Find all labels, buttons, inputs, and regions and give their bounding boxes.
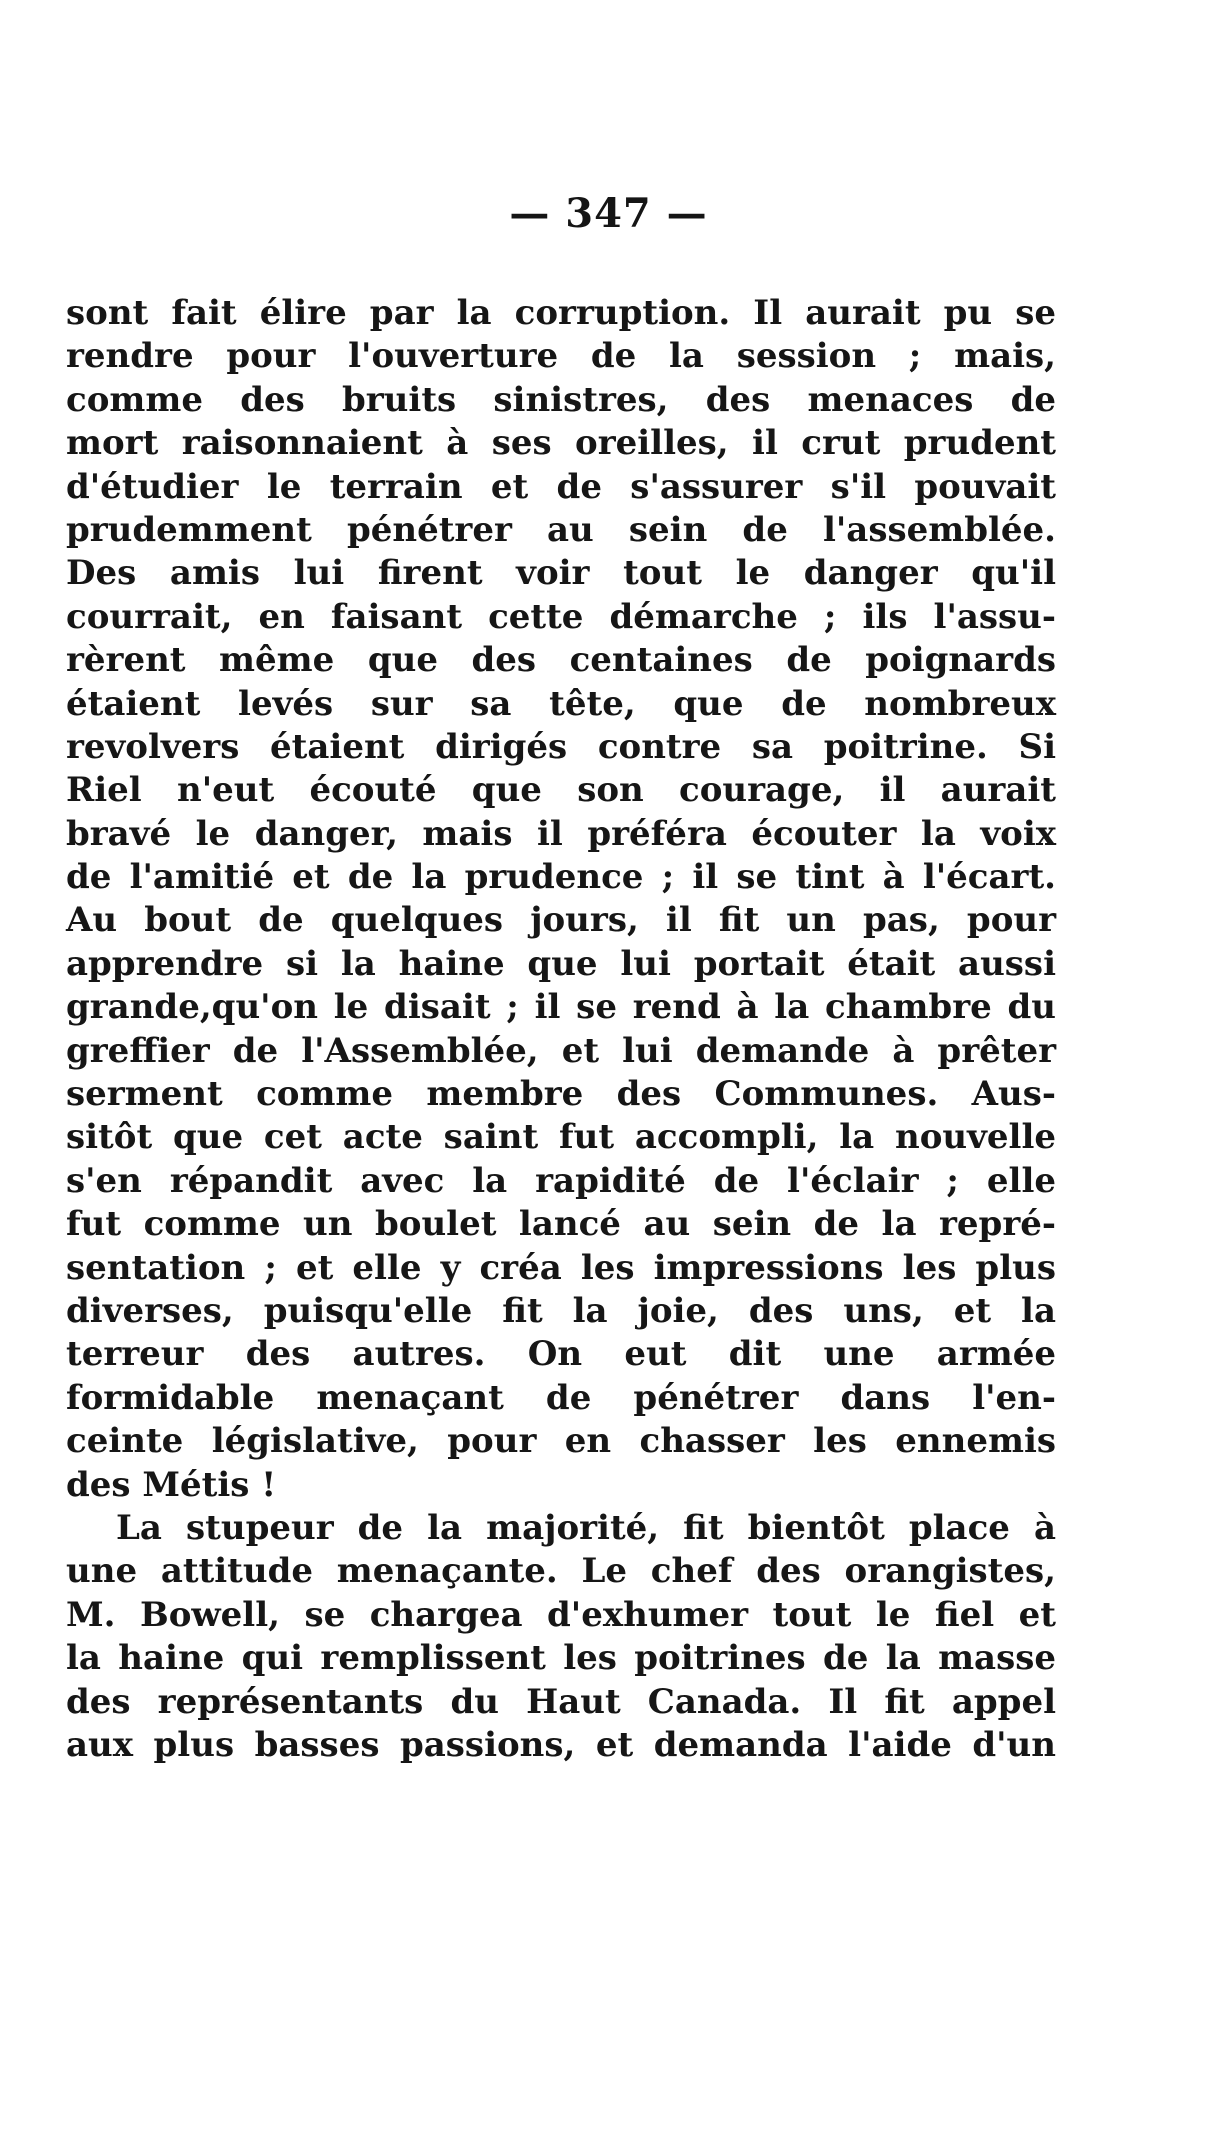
text-line: rèrent même que des centaines de poignards — [66, 640, 1056, 681]
text-line: fut comme un boulet lancé au sein de la repré- — [66, 1204, 1056, 1245]
text-line: greffier de l'Assemblée, et lui demande à prêter — [66, 1030, 1056, 1071]
text-line: prudemment pénétrer au sein de l'assemblée. — [66, 509, 1056, 550]
text-line: s'en répandit avec la rapidité de l'éclair ; elle — [66, 1160, 1056, 1201]
text-line: comme des bruits sinistres, des menaces de — [66, 379, 1056, 420]
text-line: La stupeur de la majorité, fit bientôt place à — [116, 1507, 1056, 1548]
text-line: Riel n'eut écouté que son courage, il aurait — [66, 770, 1056, 811]
text-line: diverses, puisqu'elle fit la joie, des uns, et la — [66, 1290, 1056, 1331]
text-line: apprendre si la haine que lui portait était aussi — [66, 943, 1056, 984]
text-line: rendre pour l'ouverture de la session ; mais, — [66, 336, 1056, 377]
text-line: ceinte législative, pour en chasser les ennemis — [66, 1421, 1056, 1462]
text-line: des représentants du Haut Canada. Il fit appel — [66, 1681, 1056, 1722]
text-line: une attitude menaçante. Le chef des orangistes, — [66, 1551, 1056, 1592]
body-text — [66, 292, 1056, 1767]
text-line: serment comme membre des Communes. Aus- — [66, 1074, 1056, 1115]
text-line: grande,qu'on le disait ; il se rend à la chambre du — [66, 987, 1056, 1028]
text-line: Des amis lui firent voir tout le danger qu'il — [66, 553, 1056, 594]
text-line: des Métis ! — [66, 1464, 277, 1505]
text-line: bravé le danger, mais il préféra écouter la voix — [66, 813, 1056, 854]
text-line: de l'amitié et de la prudence ; il se tint à l'écart. — [66, 857, 1056, 898]
text-line: terreur des autres. On eut dit une armée — [66, 1334, 1056, 1375]
page-number: — 347 — — [509, 190, 708, 237]
text-line: M. Bowell, se chargea d'exhumer tout le fiel et — [66, 1594, 1056, 1635]
text-line: sitôt que cet acte saint fut accompli, la nouvelle — [66, 1117, 1056, 1158]
text-line: sentation ; et elle y créa les impressions les plus — [66, 1247, 1056, 1288]
text-line: aux plus basses passions, et demanda l'aide d'un — [66, 1724, 1056, 1765]
text-line: la haine qui remplissent les poitrines de la masse — [66, 1638, 1056, 1679]
text-line: formidable menaçant de pénétrer dans l'en- — [66, 1377, 1056, 1418]
text-line: étaient levés sur sa tête, que de nombreux — [66, 683, 1056, 724]
text-line: courrait, en faisant cette démarche ; ils l'assu- — [66, 596, 1056, 637]
text-line: mort raisonnaient à ses oreilles, il crut prudent — [66, 423, 1056, 464]
text-line: revolvers étaient dirigés contre sa poitrine. Si — [66, 726, 1056, 767]
text-line: sont fait élire par la corruption. Il aurait pu se — [66, 293, 1056, 333]
text-line: Au bout de quelques jours, il fit un pas, pour — [66, 900, 1056, 941]
text-line: d'étudier le terrain et de s'assurer s'il pouvait — [66, 466, 1056, 507]
